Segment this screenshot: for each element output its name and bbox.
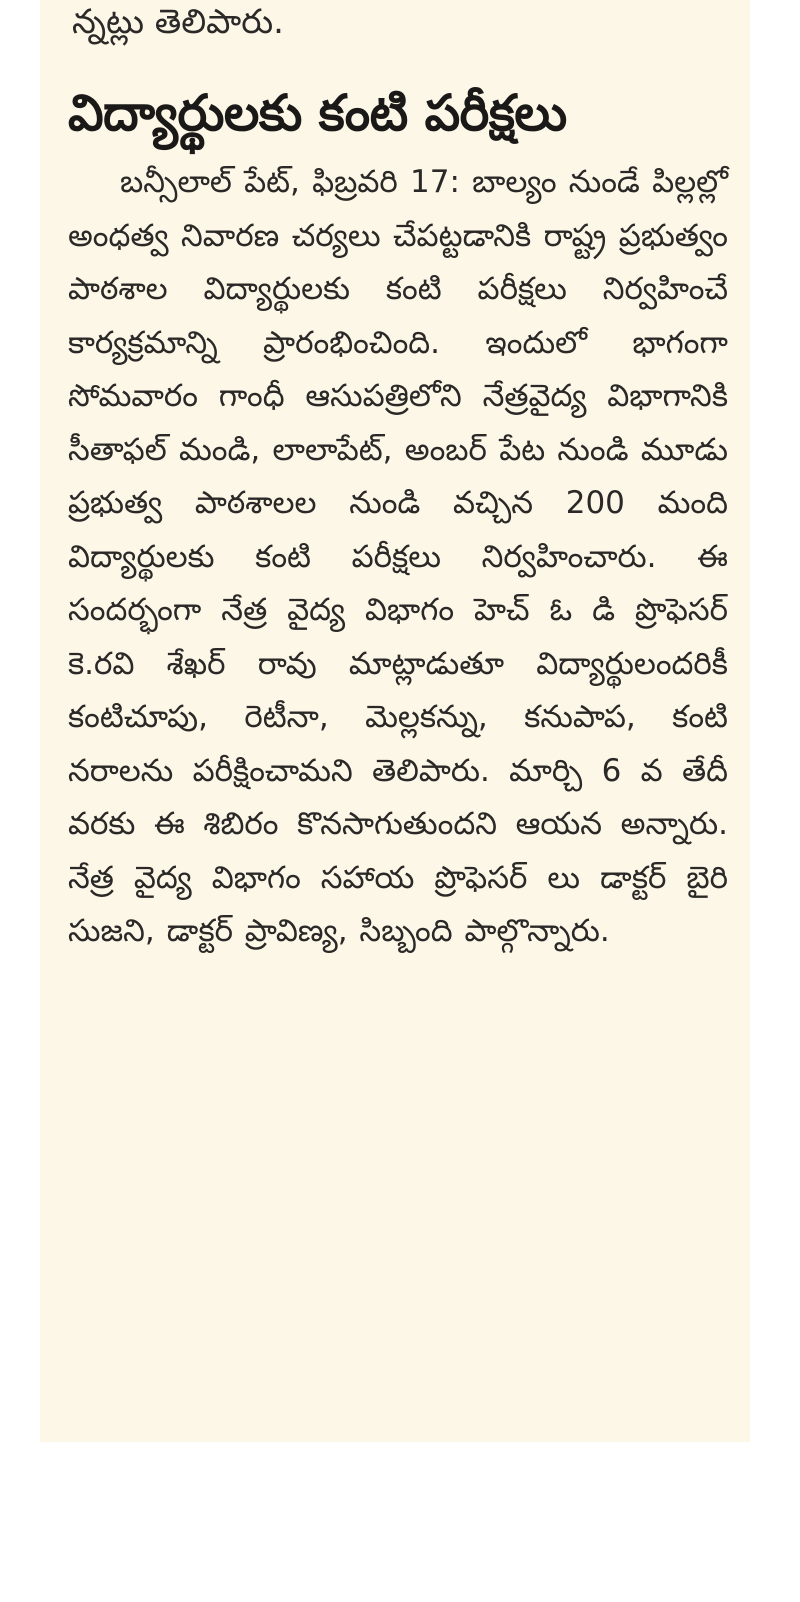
article-body: బన్సీలాల్ పేట్, ఫిబ్రవరి 17: బాల్యం నుండే పిల్లల్లో అంధత్వ నివారణ చర్యలు చేపట్టడానికి రాష్ట్ర ప్రభుత్వం పాఠశాల విద్యార్థులకు కంటి పరీక్షలు నిర్వహించే కార్యక్రమాన్ని ప్రారంభించింది. ఇందులో భాగంగా సోమవారం గాంధీ ఆసుపత్రిలోని నేత్రవైద్య విభాగానికి సీతాఫల్ మండి, లాలాపేట్, అంబర్ పేట నుండి మూడు ప్రభుత్వ పాఠశాలల నుండి వచ్చిన 200 మంది విద్యార్థులకు కంటి పరీక్షలు నిర్వహించారు. ఈ సందర్భంగా నేత్ర వైద్య విభాగం హెచ్ ఓ డి ప్రొఫెసర్ కె.రవి శేఖర్ రావు మాట్లాడుతూ విద్యార్థులందరికీ కంటిచూపు, రెటీనా, మెల్లకన్ను, కనుపాప, కంటి నరాలను పరీక్షించామని తెలిపారు. మార్చి 6 వ తేదీ వరకు ఈ శిబిరం కొనసాగుతుందని ఆయన అన్నారు. నేత్ర వైద్య విభాగం సహాయ ప్రొఫెసర్ లు డాక్టర్ బైరి సుజని, డాక్టర్ ప్రావిణ్య, సిబ్బంది పాల్గొన్నారు.: [68, 164, 728, 949]
previous-article-tail: న్నట్లు తెలిపారు.: [72, 2, 284, 42]
newspaper-clipping: [40, 0, 750, 1442]
article-headline: విద్యార్థులకు కంటి పరీక్షలు: [68, 84, 567, 142]
